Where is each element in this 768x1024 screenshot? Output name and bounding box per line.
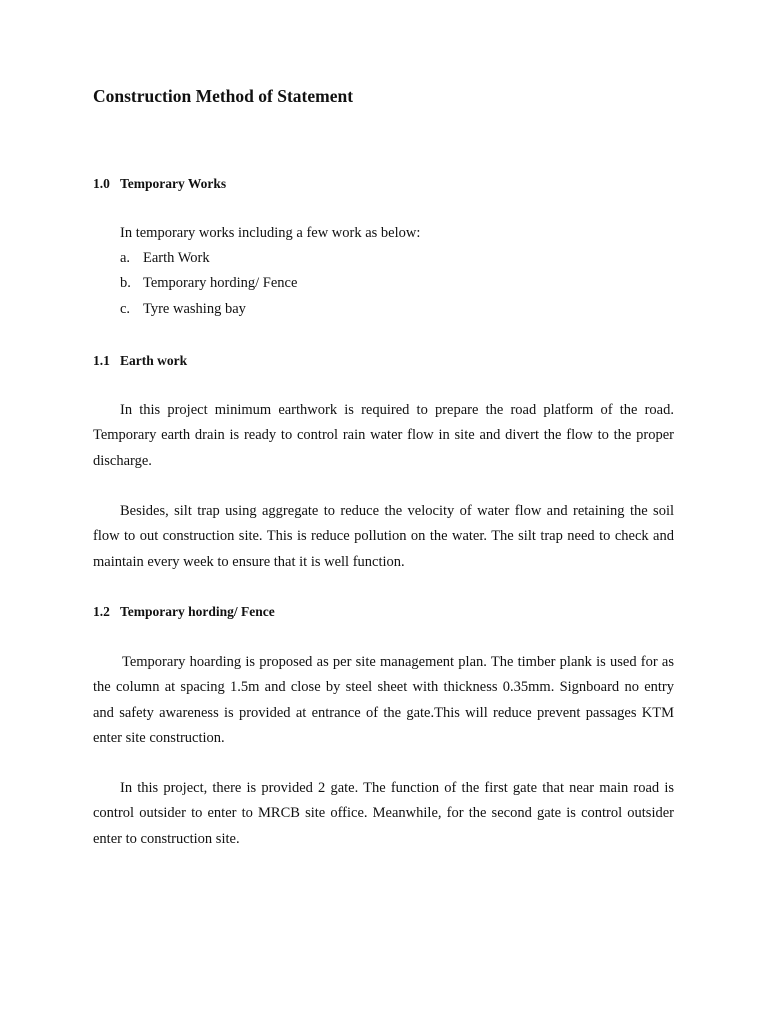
list-marker: a.	[120, 250, 131, 266]
body-paragraph: In this project minimum earthwork is required to prepare the road platform of the road. Temporary earth drain is ready to control rain water flow in site and divert the flow to the proper discharge.	[93, 402, 674, 469]
section-number: 1.2	[93, 604, 110, 619]
section-number: 1.1	[93, 353, 110, 368]
list-item-text: Temporary hording/ Fence	[143, 275, 298, 292]
list-marker: c.	[120, 300, 131, 317]
list-item-text: Earth Work	[143, 250, 210, 266]
temporary-works-list	[120, 250, 297, 326]
section-number: 1.0	[93, 176, 110, 191]
body-paragraph: In this project, there is provided 2 gate. The function of the first gate that near main road is control outsider to enter to MRCB site office. Meanwhile, for the second gate is control outsider enter to construction site.	[93, 780, 674, 847]
body-paragraph: Temporary hoarding is proposed as per site management plan. The timber plank is used for as the column at spacing 1.5m and close by steel sheet with thickness 0.35mm. Signboard no entry and safety awareness is provided at entrance of the gate.This will reduce prevent passages KTM enter site construction.	[93, 654, 674, 746]
section-heading-temporary-hording	[93, 604, 275, 620]
list-item	[120, 275, 297, 300]
list-item	[120, 250, 297, 275]
list-item	[120, 301, 297, 326]
section-title: Temporary Works	[120, 176, 227, 191]
list-marker: b.	[120, 275, 131, 292]
section-heading-earth-work	[93, 353, 187, 369]
body-paragraph: Besides, silt trap using aggregate to reduce the velocity of water flow and retaining the soil flow to out construction site. This is reduce pollution on the water. The silt trap need to check and maintain every week to ensure that it is well function.	[93, 503, 674, 570]
section-title: Earth work	[120, 353, 188, 368]
section-intro: In temporary works including a few work as below:	[120, 225, 421, 241]
section-title: Temporary hording/ Fence	[120, 604, 275, 619]
section-heading-temporary-works	[93, 176, 226, 192]
document-title: Construction Method of Statement	[93, 86, 354, 106]
list-item-text: Tyre washing bay	[143, 300, 246, 317]
